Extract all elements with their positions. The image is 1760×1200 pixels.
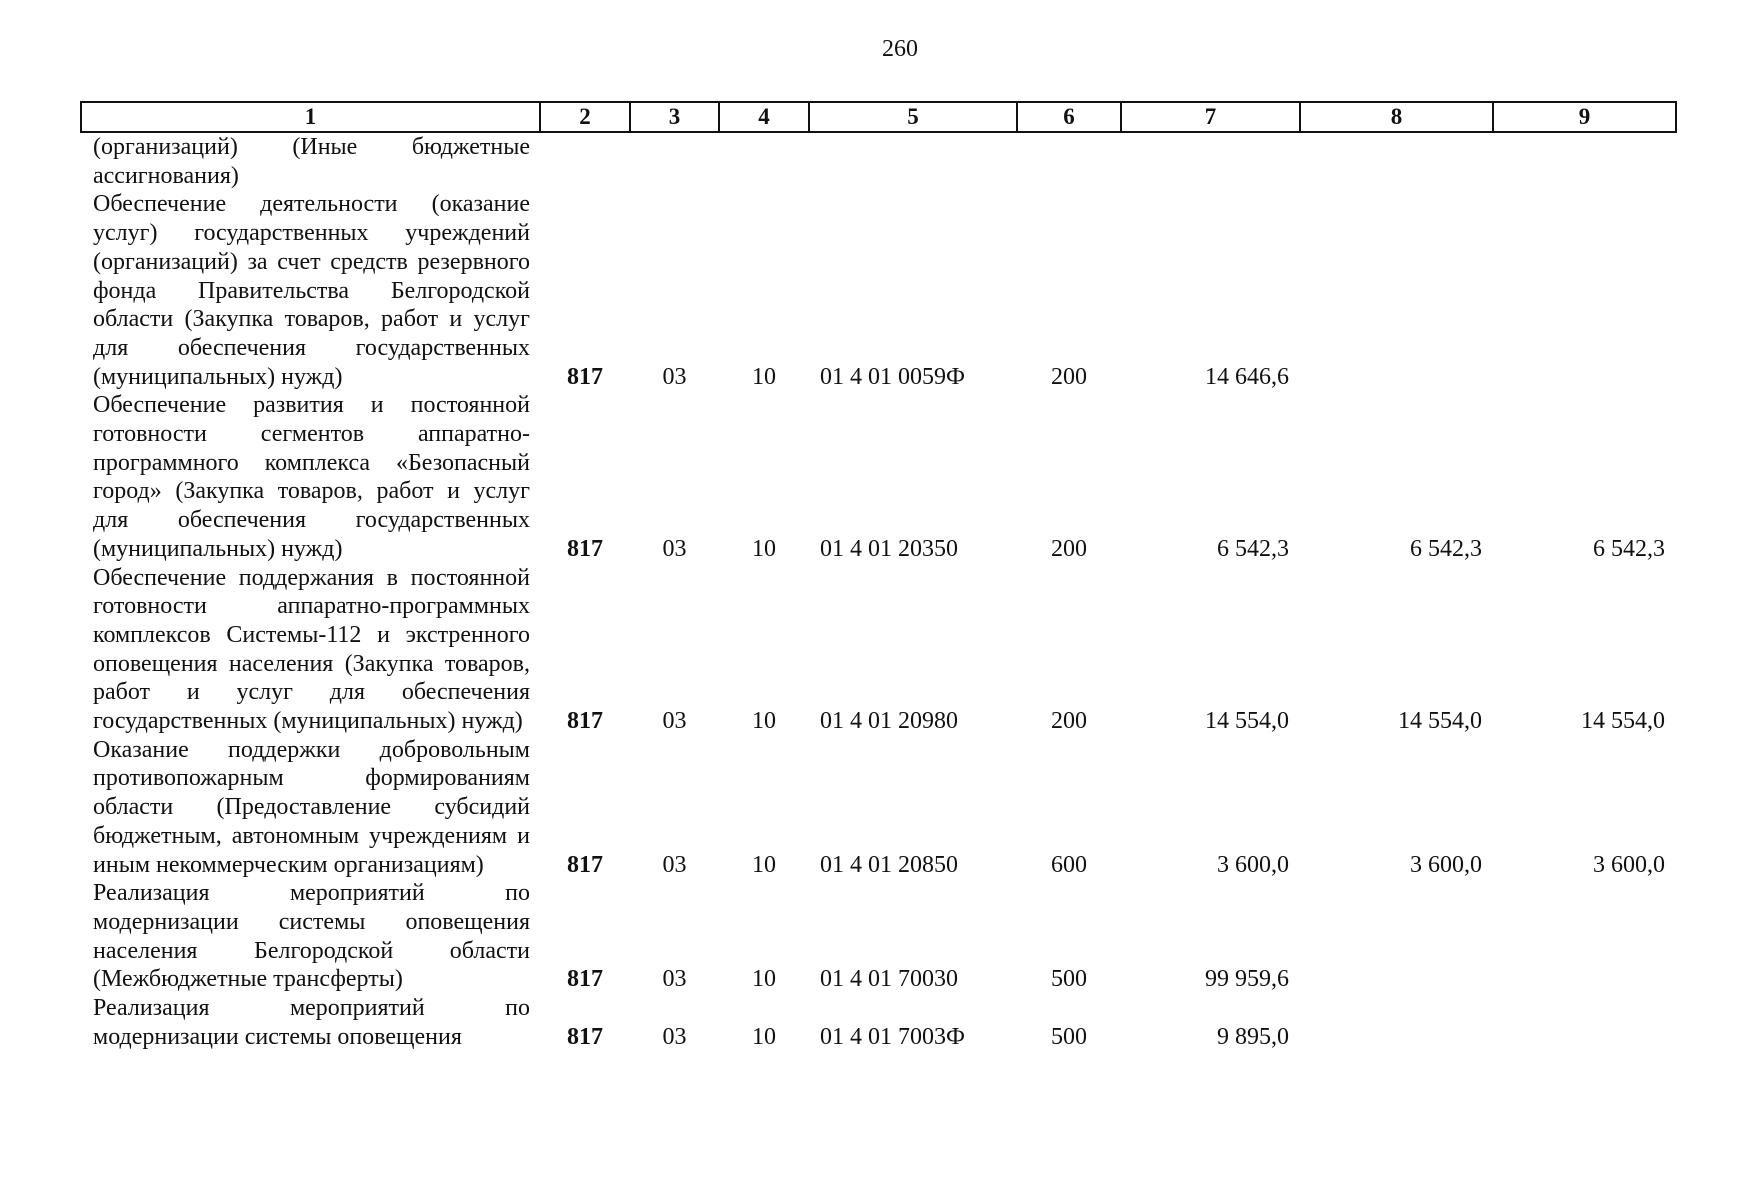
row-amount-col8 [1300,132,1493,190]
header-col-4: 4 [719,102,809,132]
row-target-article: 01 4 01 20850 [820,851,958,878]
row-section: 03 [662,1023,687,1050]
row-grbs: 817 [567,363,603,390]
row-amount-col7: 14 646,6 [1205,363,1289,390]
row-expense-type: 500 [1051,966,1087,993]
budget-table [80,101,1677,1052]
row-amount-col9: 14 554,0 [1581,708,1665,735]
row-name: Реализация мероприятий по модернизации системы оповещения [93,995,530,1050]
row-target-article [809,132,1017,190]
row-grbs: 817 [567,535,603,562]
table-row [81,879,1676,994]
row-grbs: 817 [567,851,603,878]
table-row [81,190,1676,391]
row-section [630,132,719,190]
row-expense-type: 600 [1051,851,1087,878]
row-grbs: 817 [567,1023,603,1050]
row-amount-col8: 14 554,0 [1398,708,1482,735]
row-target-article: 01 4 01 70030 [820,966,958,993]
page-number: 260 [882,36,918,62]
row-subsection: 10 [752,708,776,735]
row-amount-col9 [1493,132,1676,190]
header-col-2: 2 [540,102,630,132]
row-amount-col8 [1300,994,1493,1051]
row-amount-col8: 3 600,0 [1410,851,1482,878]
row-section: 03 [662,966,687,993]
header-row [81,102,1676,132]
row-name: Обеспечение поддержания в постоянной готовности аппаратно-программных комплексов Системы-112 и экстренного оповещения населения (Закупка товаров, работ и услуг для обеспечения государственных (муниципальных) нужд) [93,564,530,735]
row-grbs: 817 [567,708,603,735]
row-expense-type: 200 [1051,708,1087,735]
row-expense-type [1017,132,1121,190]
row-section: 03 [662,535,687,562]
table-row [81,391,1676,563]
row-amount-col9: 3 600,0 [1593,851,1665,878]
row-section: 03 [662,708,687,735]
row-amount-col7: 9 895,0 [1217,1023,1289,1050]
row-expense-type: 200 [1051,535,1087,562]
row-expense-type: 500 [1051,1023,1087,1050]
row-amount-col9 [1493,190,1676,391]
row-name: (организаций) (Иные бюджетные ассигнования) [93,134,530,189]
row-amount-col7: 99 959,6 [1205,966,1289,993]
header-col-6: 6 [1017,102,1121,132]
table-row [81,132,1676,190]
header-col-9: 9 [1493,102,1676,132]
row-target-article: 01 4 01 0059Ф [820,363,965,390]
row-name: Оказание поддержки добровольным противопожарным формированиям области (Предоставление субсидий бюджетным, автономным учреждениям и иным некоммерческим организациям) [93,736,530,878]
row-section: 03 [662,851,687,878]
header-col-1: 1 [81,102,540,132]
row-amount-col7: 3 600,0 [1217,851,1289,878]
row-amount-col7 [1121,132,1300,190]
header-col-3: 3 [630,102,719,132]
row-section: 03 [662,363,687,390]
row-subsection: 10 [752,966,776,993]
row-amount-col9: 6 542,3 [1593,535,1665,562]
row-amount-col9 [1493,994,1676,1051]
row-name: Обеспечение развития и постоянной готовности сегментов аппаратно-программного комплекса «Безопасный город» (Закупка товаров, работ и услуг для обеспечения государственных (муниципальных) нужд) [93,392,530,562]
table-row [81,564,1676,736]
row-subsection: 10 [752,1023,776,1050]
row-grbs [540,132,630,190]
row-amount-col7: 6 542,3 [1217,535,1289,562]
row-grbs: 817 [567,966,603,993]
row-amount-col8 [1300,190,1493,391]
row-expense-type: 200 [1051,363,1087,390]
header-col-5: 5 [809,102,1017,132]
row-target-article: 01 4 01 20350 [820,535,958,562]
table-row [81,994,1676,1051]
row-subsection: 10 [752,535,776,562]
row-amount-col9 [1493,879,1676,994]
row-amount-col8: 6 542,3 [1410,535,1482,562]
row-name: Реализация мероприятий по модернизации системы оповещения населения Белгородской области (Межбюджетные трансферты) [93,880,530,993]
row-amount-col7: 14 554,0 [1205,708,1289,735]
row-subsection: 10 [752,363,776,390]
header-col-7: 7 [1121,102,1300,132]
row-name: Обеспечение деятельности (оказание услуг) государственных учреждений (организаций) за счет средств резервного фонда Правительства Белгородской области (Закупка товаров, работ и услуг для обеспечения государственных (муниципальных) нужд) [93,191,530,390]
row-amount-col8 [1300,879,1493,994]
table-row [81,736,1676,880]
row-subsection: 10 [752,851,776,878]
row-subsection [719,132,809,190]
row-target-article: 01 4 01 20980 [820,708,958,735]
header-col-8: 8 [1300,102,1493,132]
row-target-article: 01 4 01 7003Ф [820,1023,965,1050]
